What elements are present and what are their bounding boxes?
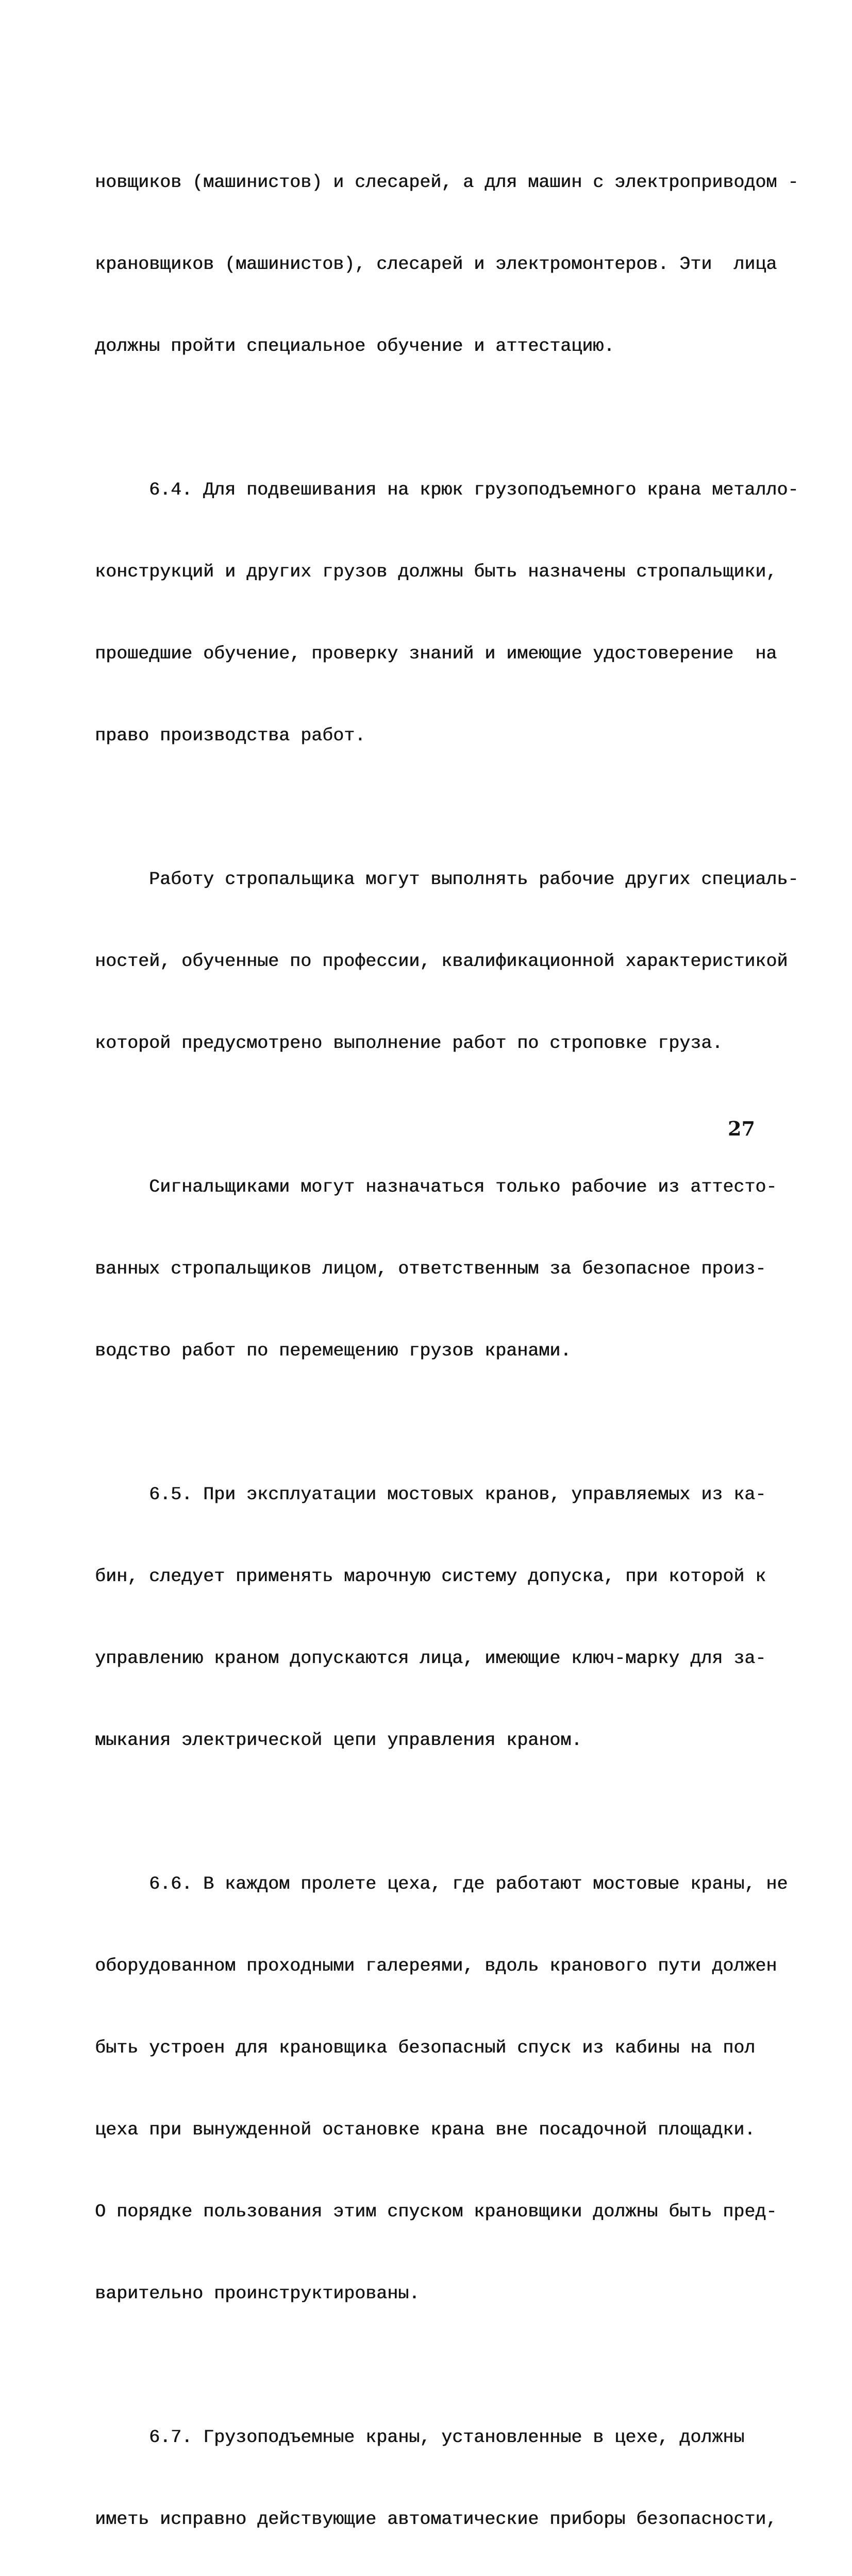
text-line: Сигнальщиками могут назначаться только рабочие из аттесто- (95, 1177, 777, 1197)
text-line: варительно проинструктированы. (95, 2283, 420, 2304)
text-line: оборудованном проходными галереями, вдоль кранового пути должен (95, 1956, 777, 1976)
text-line: быть устроен для крановщика безопасный спуск из кабины на пол (95, 2038, 756, 2058)
paragraph-6-5 (95, 1427, 780, 1809)
paragraph-6-6 (95, 1816, 788, 2362)
body-text (95, 114, 799, 2576)
text-line: ностей, обученные по профессии, квалификационной характеристикой (95, 951, 788, 972)
paragraph-slinger-work (95, 811, 799, 1112)
text-line: которой предусмотрено выполнение работ по строповке груза. (95, 1033, 723, 1054)
text-line: цеха при вынужденной остановке крана вне посадочной площадки. (95, 2120, 756, 2140)
paragraph-signalmen (95, 1119, 780, 1419)
text-line: право производства работ. (95, 725, 366, 746)
text-line: мыкания электрической цепи управления краном. (95, 1730, 582, 1751)
text-line: новщиков (машинистов) и слесарей, а для машин с электроприводом - (95, 172, 799, 193)
text-line: бин, следует применять марочную систему допуска, при которой к (95, 1566, 766, 1587)
text-line: 6.4. Для подвешивания на крюк грузоподъемного крана металло- (95, 480, 799, 500)
paragraph-intro-continuation (95, 114, 799, 415)
text-line: прошедшие обучение, проверку знаний и имеющие удостоверение на (95, 643, 777, 664)
text-line: О порядке пользования этим спуском крановщики должны быть пред- (95, 2201, 777, 2222)
text-line: иметь исправно действующие автоматические приборы безопасности, (95, 2509, 777, 2530)
text-line: водство работ по перемещению грузов кранами. (95, 1341, 572, 1361)
text-line: ванных стропальщиков лицом, ответственным за безопасное произ- (95, 1259, 766, 1279)
page-number: 27 (728, 1117, 755, 1140)
text-line: 6.7. Грузоподъемные краны, установленные в цехе, должны (95, 2427, 745, 2448)
text-line: 6.6. В каждом пролете цеха, где работают мостовые краны, не (95, 1874, 788, 1894)
text-line: 6.5. При эксплуатации мостовых кранов, управляемых из ка- (95, 1484, 766, 1505)
text-line: крановщиков (машинистов), слесарей и электромонтеров. Эти лица (95, 254, 777, 275)
text-line: должны пройти специальное обучение и аттестацию. (95, 336, 615, 357)
text-line: управлению краном допускаются лица, имеющие ключ-марку для за- (95, 1648, 766, 1669)
text-line: Работу стропальщика могут выполнять рабочие других специаль- (95, 869, 799, 890)
paragraph-6-4 (95, 422, 799, 804)
text-line: конструкций и других грузов должны быть назначены стропальщики, (95, 562, 777, 582)
paragraph-6-7 (95, 2369, 780, 2576)
